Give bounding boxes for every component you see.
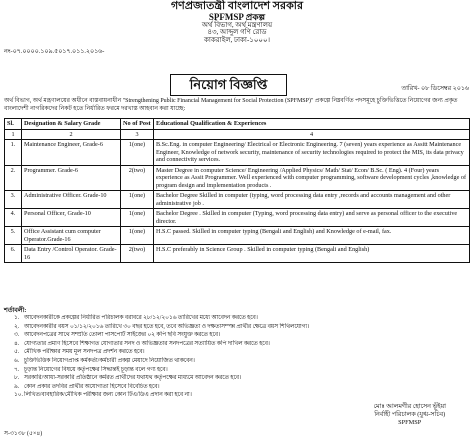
table-row bbox=[5, 209, 470, 227]
header-qualification: Educational Qualification & Experiences bbox=[154, 119, 470, 130]
division-name: অর্থ বিভাগ, অর্থ মন্ত্রণালয় bbox=[201, 20, 273, 29]
condition-text: সরকারি/আধা-সরকারি প্রতিষ্ঠানে কর্মরত প্রার্থীদের যথাযথ কর্তৃপক্ষের মাধ্যমে আবেদন করতে হবে। bbox=[24, 375, 242, 382]
row-designation: Personal Officer, Grade-10 bbox=[22, 209, 121, 227]
signature-block bbox=[373, 403, 446, 427]
condition-item: ৪. যোগ্যতার প্রমাণ হিসেবে শিক্ষাগত যোগ্যতার সনদ ও অভিজ্ঞতার সনদপত্রের সত্যায়িত কপি দাখিল করতে হবে। bbox=[14, 340, 270, 347]
conditions-heading: শর্তাবলী: bbox=[4, 307, 27, 314]
table-index-row bbox=[5, 129, 470, 140]
row-qualification: Master Degree in computer Science/ Engineering /Applied Physics/ Math/ Stat/ Econ/ B.Sc. ( Eng). 4 (Four) years experience as Assit Programmer. Well experienced with computer programming, software development cycles ,knowledge of program design and implementation products . bbox=[154, 165, 470, 191]
condition-item: ১. আবেদনকারীকে প্রকল্পের নির্ধারিত পরিচালক বরাবরে ২৮/১২/২০১৬ তারিখের মধ্যে আবেদন করতে হবে। bbox=[14, 315, 258, 321]
row-qualification: H.S.C passed. Skilled in computer typing (Bengali and English) and Knowledge of e-mail, fax. bbox=[154, 227, 470, 245]
signatory-org: SPFMSP bbox=[398, 419, 422, 426]
memo-number: নং-০৭.০০০০.১০৯.৫০১৭.০১১.২০১৬- bbox=[4, 48, 105, 56]
row-designation: Administrative Officer. Grade-10 bbox=[22, 191, 121, 209]
notice-date: তারিখ- ০৮ ডিসেম্বর ২০১৬ bbox=[401, 85, 469, 92]
signatory-name: মোঃ আলমগীর হোসেন ভূঁইয়া bbox=[373, 403, 446, 410]
condition-item: ৭. চূড়ান্ত নিয়োগের বিষয়ে কর্তৃপক্ষের সিদ্ধান্তই চূড়ান্ত বলে গণ্য হবে। bbox=[14, 366, 168, 373]
row-sl: 2. bbox=[5, 165, 22, 191]
government-title: গণপ্রজাতন্ত্রী বাংলাদেশ সরকার bbox=[170, 0, 304, 12]
condition-text: মৌখিক পরীক্ষার সময় মূল সনদপত্র প্রদর্শন করতে হবে। bbox=[24, 349, 145, 356]
row-qualification: B.Sc.Eng. in computer Engineering/ Electrical or Electronic Engineering. 7 (seven) years experience as Assitt Maintenance Engineer, Knowledge of network security, maintenance of security technologies required to protect the MIS, its data privacy and connectivity services. bbox=[154, 140, 470, 166]
table-row bbox=[5, 191, 470, 209]
row-designation: Data Entry /Control Operator. Grade- 16 bbox=[22, 245, 121, 263]
letterhead bbox=[4, 1, 470, 44]
index-cell: 3 bbox=[121, 129, 154, 140]
print-code: স-৩১৩৮ (৫×৪) bbox=[4, 431, 43, 437]
condition-text: আবেদনকারীকে প্রকল্পের নির্ধারিত পরিচালক বরাবরে ২৮/১২/২০১৬ তারিখের মধ্যে আবেদন করতে হবে। bbox=[24, 315, 258, 321]
address-line-1: ৪৩, আব্দুল গণি রোড bbox=[207, 28, 267, 37]
condition-item: ৯. কোন প্রকার তদবির প্রার্থীর অযোগ্যতা হিসেবে বিবেচিত হবে। bbox=[14, 383, 160, 390]
condition-item: ১০.লিখিত/ব্যবহারিক/মৌখিক পরীক্ষার জন্য কোন টিএ/ডিএ প্রদান করা হবে না। bbox=[14, 392, 192, 399]
row-sl: 3. bbox=[5, 191, 22, 209]
condition-text: কোন প্রকার তদবির প্রার্থীর অযোগ্যতা হিসেবে বিবেচিত হবে। bbox=[24, 383, 160, 390]
header-posts: No of Post bbox=[121, 119, 154, 130]
conditions-list bbox=[14, 314, 464, 400]
intro-paragraph: অর্থ বিভাগ, অর্থ মন্ত্রণালয়ের অধীনে বাস্তবায়নাধীন "Strengthening Public Financial Management for Social Protection (SPFMSP)" প্রকল্পে নিম্নবর্ণিত পদসমূহে চুক্তিভিত্তিতে নিয়োগের জন্য প্রকৃত বাংলাদেশী নাগরিকদের নিকট হতে নির্ধারিত ফরমে দরখাস্ত আহবান করা যাচ্ছে: bbox=[4, 98, 458, 112]
row-designation: Programmer. Grade-6 bbox=[22, 165, 121, 191]
table-header-row bbox=[5, 119, 470, 130]
row-qualification: Bachelor Degree Skilled in computer (typing, word processing data entry ,records and accounts management and other administrative job . bbox=[154, 191, 470, 209]
project-name: SPFMSP প্রকল্প bbox=[208, 11, 266, 22]
reference-row bbox=[4, 46, 470, 57]
address-line-2: কাকরাইল, ঢাকা-১০০০। bbox=[203, 35, 270, 44]
row-posts: 1(one) bbox=[121, 209, 154, 227]
row-sl: 4. bbox=[5, 209, 22, 227]
row-qualification: H.S.C preferably in Science Group . Skilled in computer typing (Bengali and English) bbox=[154, 245, 470, 263]
table-row bbox=[5, 227, 470, 245]
table-row bbox=[5, 165, 470, 191]
table-row bbox=[5, 140, 470, 166]
row-posts: 1(one) bbox=[121, 191, 154, 209]
notice-page bbox=[0, 1, 474, 441]
condition-item: ৬. চুক্তিভিত্তিক নিয়োগপ্রাপ্ত কর্মকর্তা/কর্মচারী প্রকল্প মেয়াদে নিয়োজিত থাকবেন। bbox=[14, 357, 195, 364]
signatory-role: নির্বাহী পরিচালক (যুগ্ম-সচিব) bbox=[374, 411, 446, 418]
row-sl: 5. bbox=[5, 227, 22, 245]
condition-text: চুক্তিভিত্তিক নিয়োগপ্রাপ্ত কর্মকর্তা/কর্মচারী প্রকল্প মেয়াদে নিয়োজিত থাকবেন। bbox=[24, 357, 195, 364]
condition-text: লিখিত/ব্যবহারিক/মৌখিক পরীক্ষার জন্য কোন টিএ/ডিএ প্রদান করা হবে না। bbox=[24, 392, 192, 399]
condition-item: ৫. মৌখিক পরীক্ষার সময় মূল সনদপত্র প্রদর্শন করতে হবে। bbox=[14, 349, 145, 356]
row-designation: Maintenance Engineer, Grade-6 bbox=[22, 140, 121, 166]
condition-text: আবেদনপত্রের সাথে সম্প্রতি তোলা পাসপোর্ট সাইজের ০২ কপি ছবি সংযুক্ত করতে হবে। bbox=[24, 332, 221, 339]
index-cell: 2 bbox=[22, 129, 121, 140]
condition-text: আবেদনকারীর বয়স ০১/১২/২০১৬ তারিখে ৩০ বছর হতে হবে, তবে অভিজ্ঞতা ও দক্ষতাসম্পন্ন প্রার্থীর ক্ষেত্রে বয়স শিথিলযোগ্য। bbox=[24, 323, 310, 330]
row-sl: 1. bbox=[5, 140, 22, 166]
notice-title: নিয়োগ বিজ্ঞপ্তি bbox=[170, 74, 287, 96]
row-posts: 2(two) bbox=[121, 245, 154, 263]
condition-item: ৩. আবেদনপত্রের সাথে সম্প্রতি তোলা পাসপোর্ট সাইজের ০২ কপি ছবি সংযুক্ত করতে হবে। bbox=[14, 332, 221, 339]
index-cell: 1 bbox=[5, 129, 22, 140]
row-sl: 6. bbox=[5, 245, 22, 263]
positions-table bbox=[4, 118, 470, 263]
condition-text: যোগ্যতার প্রমাণ হিসেবে শিক্ষাগত যোগ্যতার সনদ ও অভিজ্ঞতার সনদপত্রের সত্যায়িত কপি দাখিল করতে হবে। bbox=[24, 340, 270, 347]
row-posts: 1(one) bbox=[121, 227, 154, 245]
row-qualification: Bachelor Degree . Skilled in computer (Typing, word processing data entry) and serve as personal officer to the executive director. bbox=[154, 209, 470, 227]
condition-text: চূড়ান্ত নিয়োগের বিষয়ে কর্তৃপক্ষের সিদ্ধান্তই চূড়ান্ত বলে গণ্য হবে। bbox=[24, 366, 168, 373]
condition-item: ২. আবেদনকারীর বয়স ০১/১২/২০১৬ তারিখে ৩০ বছর হতে হবে, তবে অভিজ্ঞতা ও দক্ষতাসম্পন্ন প্রার্থীর ক্ষেত্রে বয়স শিথিলযোগ্য। bbox=[14, 323, 310, 330]
header-designation: Designation & Salary Grade bbox=[22, 119, 121, 130]
header-sl: Sl. bbox=[5, 119, 22, 130]
table-row bbox=[5, 245, 470, 263]
row-designation: Office Assistant cum computer Operator.Grade-16 bbox=[22, 227, 121, 245]
row-posts: 2(two) bbox=[121, 165, 154, 191]
row-posts: 1(one) bbox=[121, 140, 154, 166]
condition-item: ৮. সরকারি/আধা-সরকারি প্রতিষ্ঠানে কর্মরত প্রার্থীদের যথাযথ কর্তৃপক্ষের মাধ্যমে আবেদন করতে হবে। bbox=[14, 375, 242, 382]
index-cell: 4 bbox=[154, 129, 470, 140]
